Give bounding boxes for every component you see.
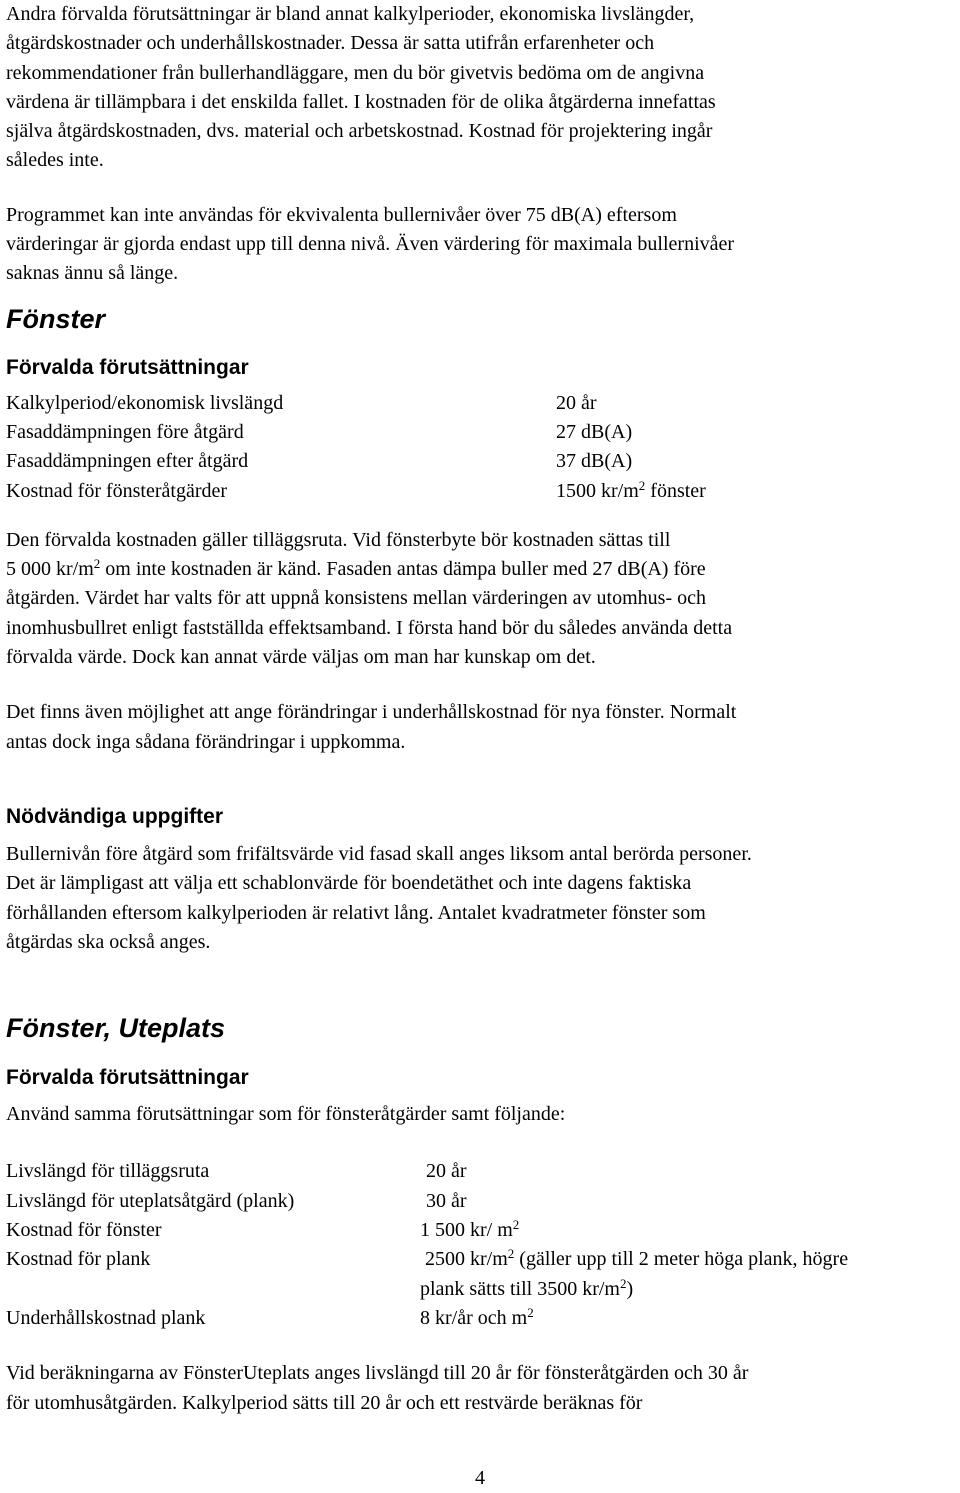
text-line: åtgärden. Värdet har valts för att uppnå konsistens mellan värderingen av utomhus- och: [6, 587, 706, 610]
defaults-value: 37 dB(A): [556, 450, 633, 473]
text-line: åtgärdas ska också anges.: [6, 930, 211, 953]
defaults-row: [6, 418, 956, 447]
text-line: Programmet kan inte användas för ekvivalenta bullernivåer över 75 dB(A) eftersom: [6, 203, 677, 226]
text-line: antas dock inga sådana förändringar i uppkomma.: [6, 730, 406, 753]
text-line: saknas ännu så länge.: [6, 262, 179, 285]
defaults-label: Kostnad för plank: [6, 1248, 151, 1271]
required-paragraph: [6, 840, 956, 957]
defaults-label: Livslängd för tilläggsruta: [6, 1160, 210, 1183]
text-line: rekommendationer från bullerhandläggare, men du bör givetvis bedöma om de angivna: [6, 61, 705, 84]
defaults-row: [6, 1187, 956, 1216]
section-heading-fonster: Fönster: [6, 303, 106, 334]
superscript: 2: [93, 556, 101, 572]
value-text: ): [626, 1277, 634, 1300]
value-text: 1 500 kr/ m: [420, 1219, 513, 1242]
defaults-row: [6, 389, 956, 418]
uteplats-defaults-table: [6, 1157, 956, 1333]
text-line: förvalda värde. Dock kan annat värde väljas om man har kunskap om det.: [6, 646, 596, 669]
defaults-row: [6, 1216, 956, 1245]
superscript: 2: [620, 1275, 627, 1291]
defaults-label: Underhållskostnad plank: [6, 1306, 206, 1329]
text-line: Den förvalda kostnaden gäller tilläggsruta. Vid fönsterbyte bör kostnaden sättas till: [6, 528, 671, 551]
text-span: 5 000 kr/m: [6, 558, 94, 581]
defaults-row: [6, 477, 956, 506]
subheading-defaults: Förvalda förutsättningar: [6, 355, 249, 379]
defaults-label: Kostnad för fönsteråtgärder: [6, 479, 228, 502]
text-line: förhållanden eftersom kalkylperioden är relativt lång. Antalet kvadratmeter fönster som: [6, 901, 706, 924]
value-text: 2500 kr/m: [420, 1248, 508, 1271]
closing-paragraph: [6, 1359, 956, 1418]
defaults-value: [420, 1157, 956, 1186]
defaults-label: Livslängd för uteplatsåtgärd (plank): [6, 1189, 295, 1212]
text-line: inomhusbullret enligt fastställda effektsamband. I första hand bör du således använda detta: [6, 616, 733, 639]
subheading-required: Nödvändiga uppgifter: [6, 804, 223, 828]
value-text: 20 år: [426, 1160, 467, 1183]
defaults-value: [556, 477, 956, 506]
text-line: värdena är tillämpbara i det enskilda fallet. I kostnaden för de olika åtgärderna innefattas: [6, 90, 716, 113]
defaults-value: 27 dB(A): [556, 420, 633, 443]
text-span: om inte kostnaden är känd. Fasaden antas dämpa buller med 27 dB(A) före: [100, 558, 706, 581]
defaults-label: Kalkylperiod/ekonomisk livslängd: [6, 391, 284, 414]
value-text: 30 år: [426, 1189, 467, 1212]
defaults-label: Fasaddämpningen före åtgärd: [6, 420, 244, 443]
defaults-value: 20 år: [556, 391, 597, 414]
value-text: 1500 kr/m: [556, 479, 639, 502]
program-note-paragraph: [6, 201, 956, 289]
defaults-label: Fasaddämpningen efter åtgärd: [6, 450, 249, 473]
text-line: [6, 555, 956, 584]
uteplats-intro: Använd samma förutsättningar som för fönsteråtgärder samt följande:: [6, 1103, 566, 1126]
defaults-value: [420, 1304, 956, 1333]
text-line: värderingar är gjorda endast upp till denna nivå. Även värdering för maximala bullernivåer: [6, 233, 735, 256]
defaults-row: [6, 1245, 956, 1304]
cost-paragraph: [6, 526, 956, 672]
subheading-defaults: Förvalda förutsättningar: [6, 1066, 249, 1090]
defaults-row: [6, 1157, 956, 1186]
text-line: åtgärdskostnader och underhållskostnader. Dessa är satta utifrån erfarenheter och: [6, 32, 655, 55]
text-line: själva åtgärdskostnaden, dvs. material och arbetskostnad. Kostnad för projektering ingår: [6, 120, 713, 143]
defaults-value: [420, 1245, 956, 1304]
superscript: 2: [507, 1246, 515, 1262]
defaults-value: [420, 1187, 956, 1216]
text-line: Andra förvalda förutsättningar är bland annat kalkylperioder, ekonomiska livslängder,: [6, 3, 695, 25]
defaults-row: [6, 447, 956, 476]
text-line: således inte.: [6, 149, 104, 172]
text-line: Det finns även möjlighet att ange förändringar i underhållskostnad för nya fönster. Normalt: [6, 701, 737, 724]
defaults-table: [6, 389, 956, 506]
defaults-row: [6, 1304, 956, 1333]
value-text: 8 kr/år och m: [420, 1306, 528, 1329]
text-line: Bullernivån före åtgärd som frifältsvärde vid fasad skall anges liksom antal berörda personer.: [6, 842, 752, 865]
section-heading-uteplats: Fönster, Uteplats: [6, 1013, 226, 1044]
defaults-label: Kostnad för fönster: [6, 1219, 162, 1242]
text-line: Vid beräkningarna av FönsterUteplats anges livslängd till 20 år för fönsteråtgärden och 30 år: [6, 1362, 749, 1385]
defaults-value: [420, 1216, 956, 1245]
text-line: för utomhusåtgärden. Kalkylperiod sätts till 20 år och ett restvärde beräknas för: [6, 1391, 643, 1414]
value-text: plank sätts till 3500 kr/m: [420, 1277, 620, 1300]
document-page: [6, 0, 956, 1418]
text-line: Det är lämpligast att välja ett schablonvärde för boendetäthet och inte dagens faktiska: [6, 872, 692, 895]
value-text: fönster: [645, 479, 706, 502]
superscript: 2: [527, 1304, 534, 1320]
maintenance-paragraph: [6, 698, 956, 757]
superscript: 2: [512, 1217, 520, 1233]
superscript: 2: [638, 477, 646, 493]
intro-paragraph: [6, 0, 956, 176]
page-number: 4: [475, 1467, 485, 1489]
value-text: (gäller upp till 2 meter höga plank, högre: [514, 1248, 849, 1271]
